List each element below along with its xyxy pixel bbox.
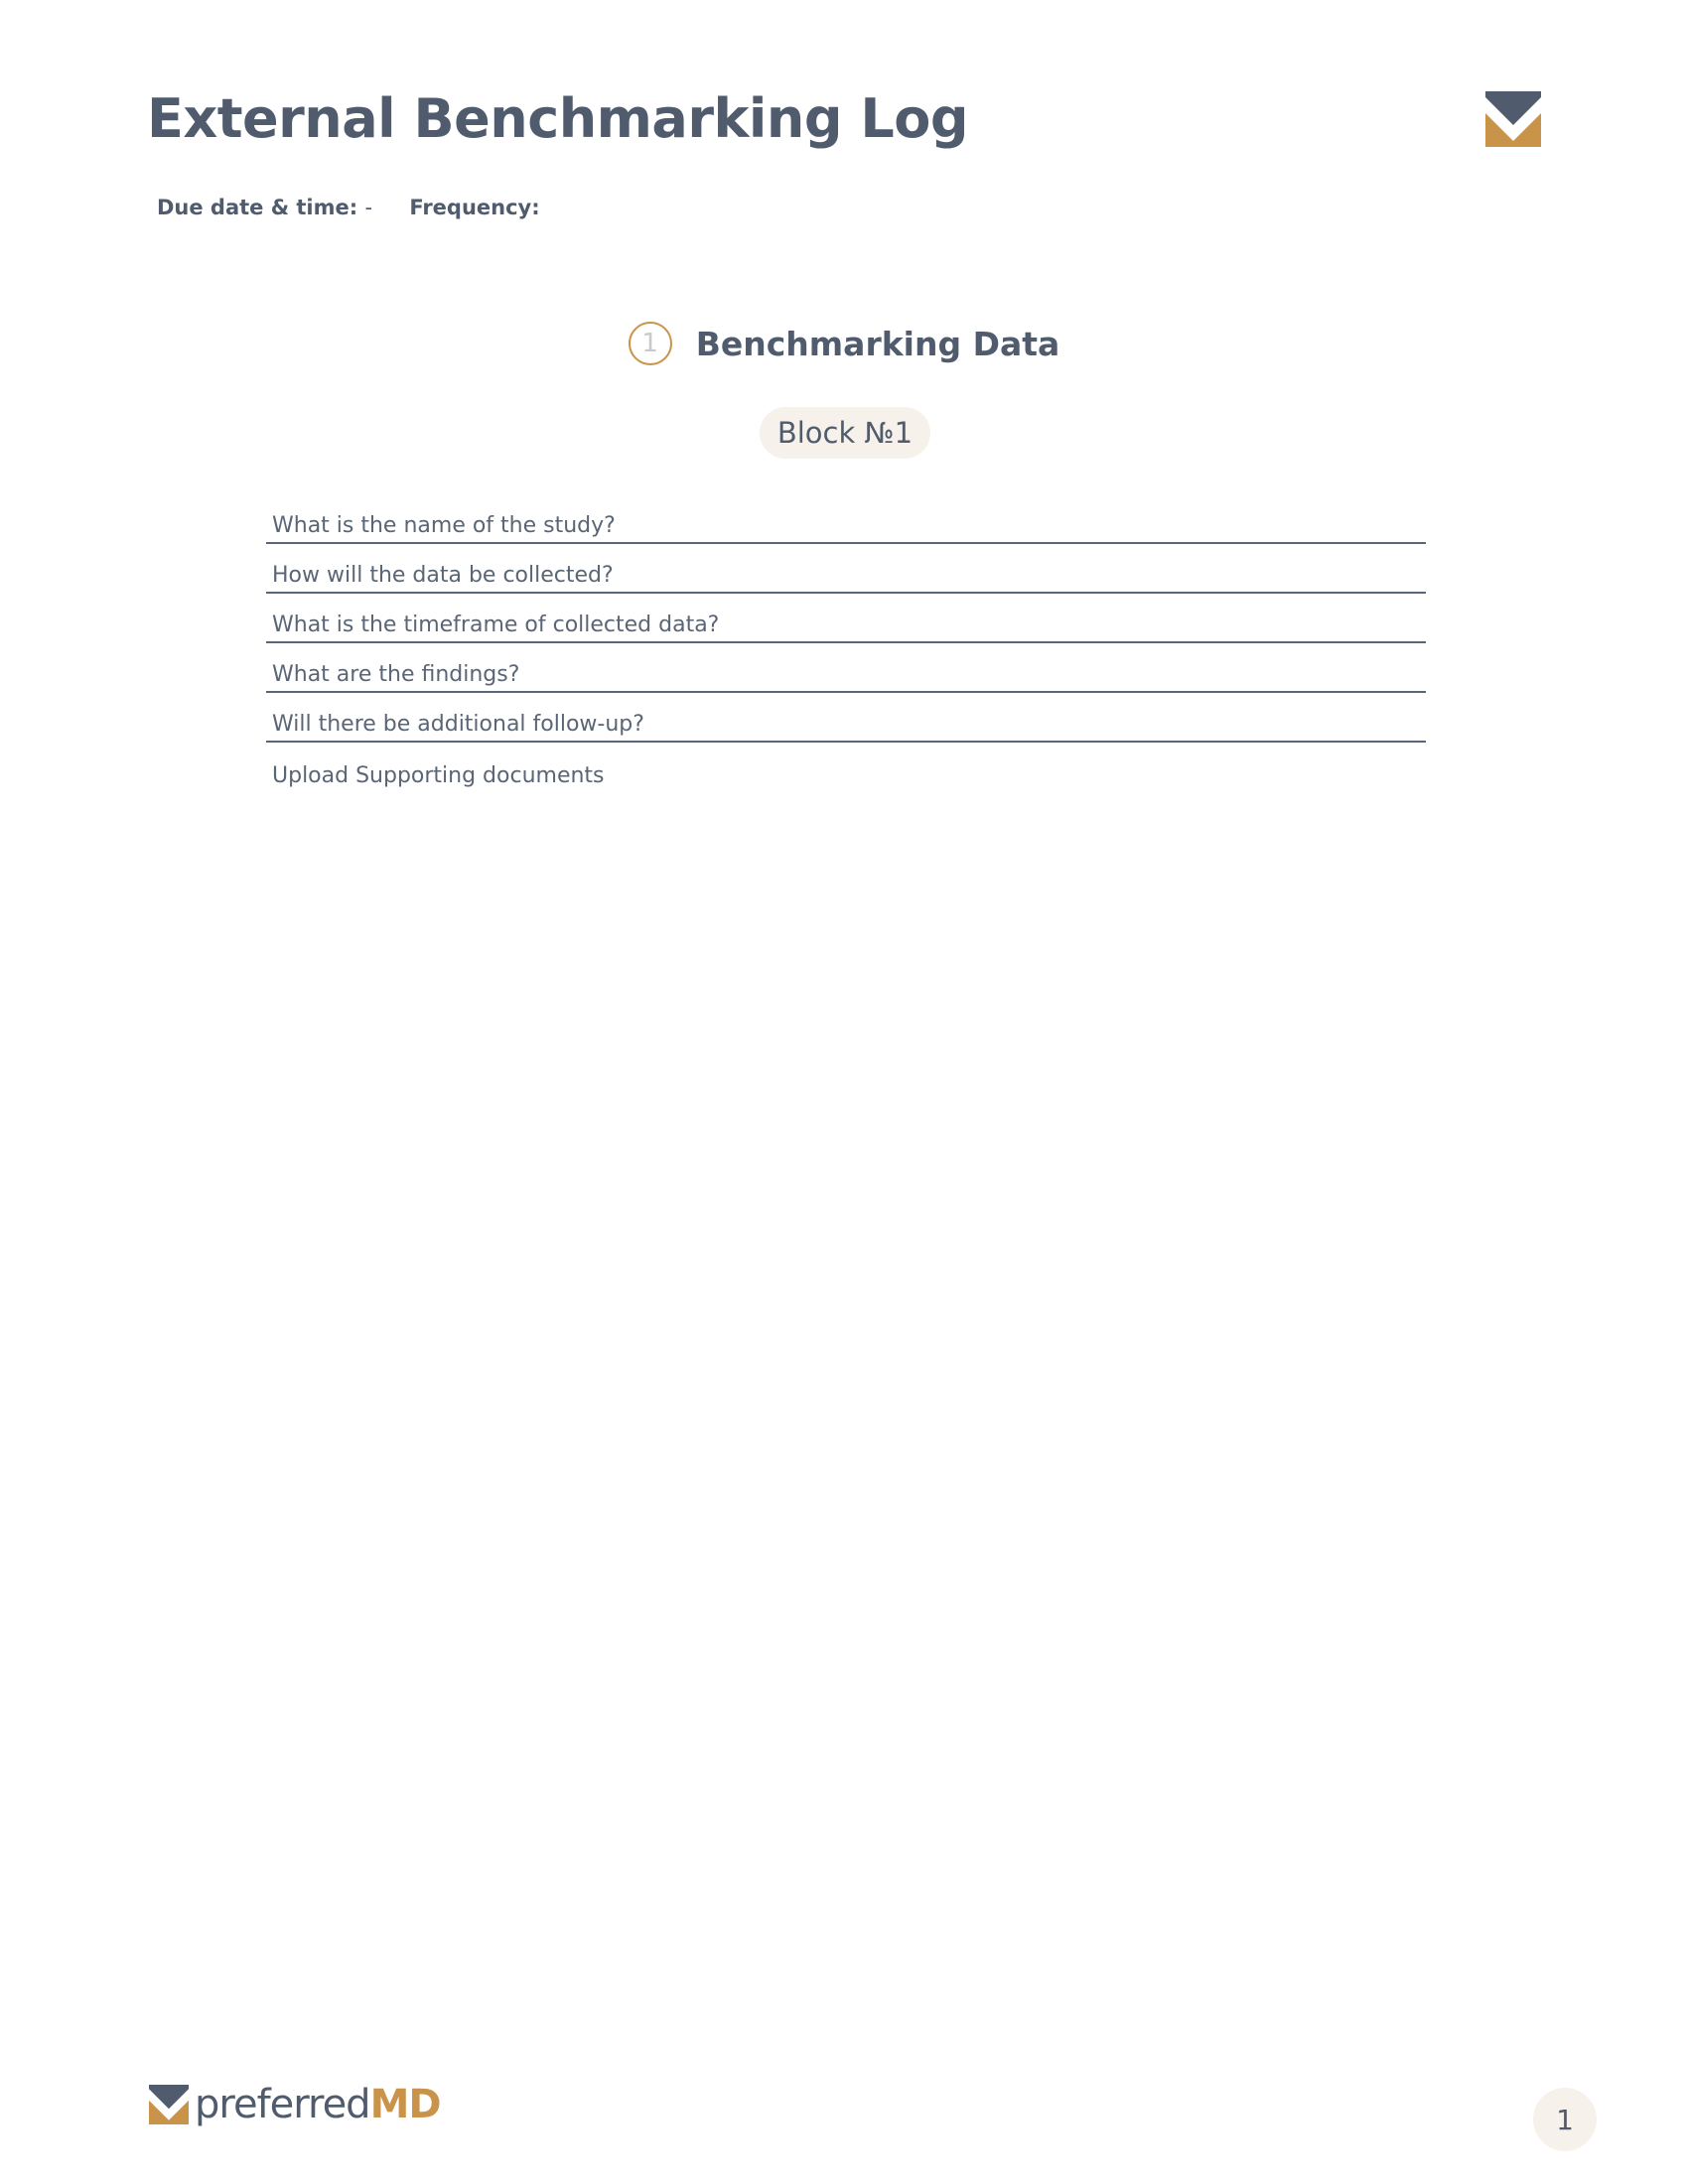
frequency: [409, 196, 539, 219]
meta-line: [157, 196, 570, 219]
document-title: External Benchmarking Log: [147, 87, 968, 150]
question-row[interactable]: [266, 546, 1426, 594]
question-text: What is the timeframe of collected data?: [272, 613, 720, 637]
section-number-badge: 1: [629, 322, 672, 365]
question-row[interactable]: [266, 596, 1426, 643]
question-text: How will the data be collected?: [272, 563, 614, 588]
block-label: Block №1: [760, 407, 930, 459]
brand-name: [195, 2082, 441, 2127]
brand-logo-icon: [149, 2085, 189, 2124]
upload-text: Upload Supporting documents: [272, 763, 605, 788]
due-date-label: Due date & time:: [157, 196, 358, 219]
frequency-label: Frequency:: [409, 196, 540, 219]
checkmark-logo-icon: [1485, 91, 1541, 147]
brand-name-accent: MD: [369, 2082, 441, 2127]
due-date-value: -: [364, 196, 373, 219]
question-text: What is the name of the study?: [272, 513, 616, 538]
upload-row[interactable]: [266, 745, 1426, 792]
question-row[interactable]: [266, 695, 1426, 743]
due-date: [157, 196, 379, 219]
page-number: 1: [1533, 2088, 1597, 2151]
brand-name-main: preferred: [195, 2082, 370, 2127]
section-title: Benchmarking Data: [695, 324, 1060, 363]
section-header: [0, 322, 1688, 365]
question-row[interactable]: [266, 496, 1426, 544]
question-list: [266, 496, 1426, 794]
question-text: What are the findings?: [272, 662, 520, 687]
question-row[interactable]: [266, 645, 1426, 693]
question-text: Will there be additional follow-up?: [272, 712, 644, 737]
footer-brand: [149, 2082, 441, 2127]
